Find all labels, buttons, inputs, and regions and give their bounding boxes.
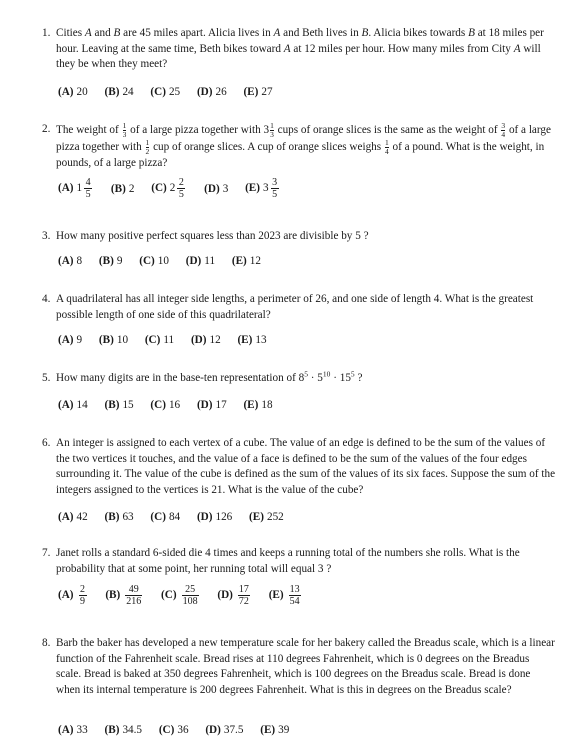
choice-e[interactable]: (E) 3 $\frac{3}{5}$: [245, 177, 278, 200]
choice-e[interactable]: (E) 27: [243, 86, 273, 99]
problem-text: Cities A and B are 45 miles apart. Alicia lives in A and Beth lives in B. Alicia bikes towards B at 18 miles per hour. Leaving at the same time, Beth bikes toward A at 12 miles per hour. How many miles from City A will they be when they meet?: [56, 27, 544, 71]
choice-e[interactable]: (E) 13: [237, 334, 267, 347]
choice-c[interactable]: (C) 10: [139, 255, 169, 268]
choice-c[interactable]: (C) 16: [150, 399, 181, 412]
choice-b[interactable]: (B) 34.5: [104, 724, 143, 737]
choice-b[interactable]: (B) 2: [110, 182, 135, 195]
problem-number: 6.: [42, 437, 51, 449]
problem-text: A quadrilateral has all integer side lengths, a perimeter of 26, and one side of length 4. What is the greatest possible length of one side of this quadrilateral?: [56, 293, 534, 321]
problem-3: [42, 229, 557, 245]
problem-number: 1.: [42, 27, 51, 39]
problem-7: [42, 546, 557, 577]
choice-d[interactable]: (D) 12: [190, 334, 221, 347]
answer-choices: [58, 255, 275, 267]
choice-a[interactable]: (A) 9: [58, 334, 83, 347]
choice-e[interactable]: (E) 252: [249, 511, 284, 524]
problem-text: How many positive perfect squares less than 2023 are divisible by 5 ?: [56, 230, 369, 242]
choice-b[interactable]: (B) 63: [104, 511, 134, 524]
problem-4: [42, 292, 557, 323]
choice-a[interactable]: (A) 1 $\frac{4}{5}$: [58, 177, 91, 200]
problem-number: 3.: [42, 230, 51, 242]
problem-text: The weight of $\frac{1}{3}$ of a large pizza together with 3 $\frac{1}{3}$ cups of orange slices is the same as the weight of $\frac{3}{4}$ of a large pizza together with $\frac{1}{2}$ cup of orange slices. A cup of orange slices weighs $\frac{1}{4}$ of a pound. What is the weight, in pounds, of a large pizza?: [56, 121, 551, 169]
problem-number: 7.: [42, 547, 51, 559]
choice-d[interactable]: (D) 3: [204, 182, 229, 195]
choice-b[interactable]: (B) $\frac{49}{216}$: [105, 584, 142, 607]
choice-c[interactable]: (C) 11: [144, 334, 175, 347]
choice-a[interactable]: (A) 20: [58, 86, 88, 99]
choice-e[interactable]: (E) 18: [243, 399, 273, 412]
choice-b[interactable]: (B) 15: [104, 399, 134, 412]
problem-number: 4.: [42, 293, 51, 305]
choice-c[interactable]: (C) 36: [158, 724, 189, 737]
choice-d[interactable]: (D) 126: [196, 511, 233, 524]
choice-c[interactable]: (C) $\frac{25}{108}$: [161, 584, 198, 607]
choice-b[interactable]: (B) 9: [98, 255, 123, 268]
choice-d[interactable]: (D) 11: [185, 255, 216, 268]
choice-e[interactable]: (E) 12: [231, 255, 261, 268]
choice-a[interactable]: (A) 42: [58, 511, 88, 524]
answer-choices: [58, 177, 295, 200]
problem-8: [42, 636, 557, 698]
choice-a[interactable]: (A) 14: [58, 399, 88, 412]
problem-1: [42, 26, 557, 73]
problem-text: Barb the baker has developed a new temperature scale for her bakery called the Breadus scale, which is a linear function of the Fahrenheit scale. Bread rises at 110 degrees Fahrenheit, which is 0 degrees on the Breadus scale. Bread is baked at 350 degrees Fahrenheit, which is 100 degrees on the Breadus scale. Bread is done when its internal temperature is 200 degrees Fahrenheit. What is this in degrees on the Breadus scale?: [56, 637, 555, 696]
problem-text: An integer is assigned to each vertex of a cube. The value of an edge is defined to be the sum of the values of the two vertices it touches, and the value of a face is defined to be the sum of the values of the four edges surrounding it. The value of the cube is defined as the sum of the values of its six faces. Suppose the sum of the integers assigned to the vertices is 21. What is the value of the cube?: [56, 437, 556, 496]
problem-2: [42, 122, 557, 172]
problem-5: [42, 371, 557, 387]
choice-a[interactable]: (A) 33: [58, 724, 88, 737]
choice-a[interactable]: (A) $\frac{2}{9}$: [58, 584, 86, 607]
problem-text: How many digits are in the base-ten representation of $8^5 \cdot 5^{10} \cdot 15^5$ ?: [56, 369, 363, 384]
answer-choices: [58, 86, 287, 98]
problem-6: [42, 436, 557, 498]
problem-number: 2.: [42, 123, 51, 135]
choice-c[interactable]: (C) 25: [150, 86, 181, 99]
answer-choices: [58, 334, 281, 346]
choice-b[interactable]: (B) 24: [104, 86, 134, 99]
problem-number: 8.: [42, 637, 51, 649]
answer-choices: [58, 399, 287, 411]
choice-d[interactable]: (D) 37.5: [205, 724, 244, 737]
choice-e[interactable]: (E) $\frac{13}{54}$: [268, 584, 300, 607]
answer-choices: [58, 584, 317, 607]
choice-d[interactable]: (D) 26: [196, 86, 227, 99]
answer-choices: [58, 511, 298, 523]
choice-d[interactable]: (D) 17: [196, 399, 227, 412]
choice-c[interactable]: (C) 84: [150, 511, 181, 524]
choice-b[interactable]: (B) 10: [98, 334, 129, 347]
choice-e[interactable]: (E) 39: [260, 724, 290, 737]
answer-choices: [58, 724, 303, 736]
choice-c[interactable]: (C) 2 $\frac{2}{5}$: [151, 177, 184, 200]
problem-number: 5.: [42, 372, 51, 384]
choice-a[interactable]: (A) 8: [58, 255, 83, 268]
problem-text: Janet rolls a standard 6-sided die 4 times and keeps a running total of the numbers she rolls. What is the probability that at some point, her running total will equal 3 ?: [56, 547, 520, 575]
choice-d[interactable]: (D) $\frac{17}{72}$: [217, 584, 249, 607]
